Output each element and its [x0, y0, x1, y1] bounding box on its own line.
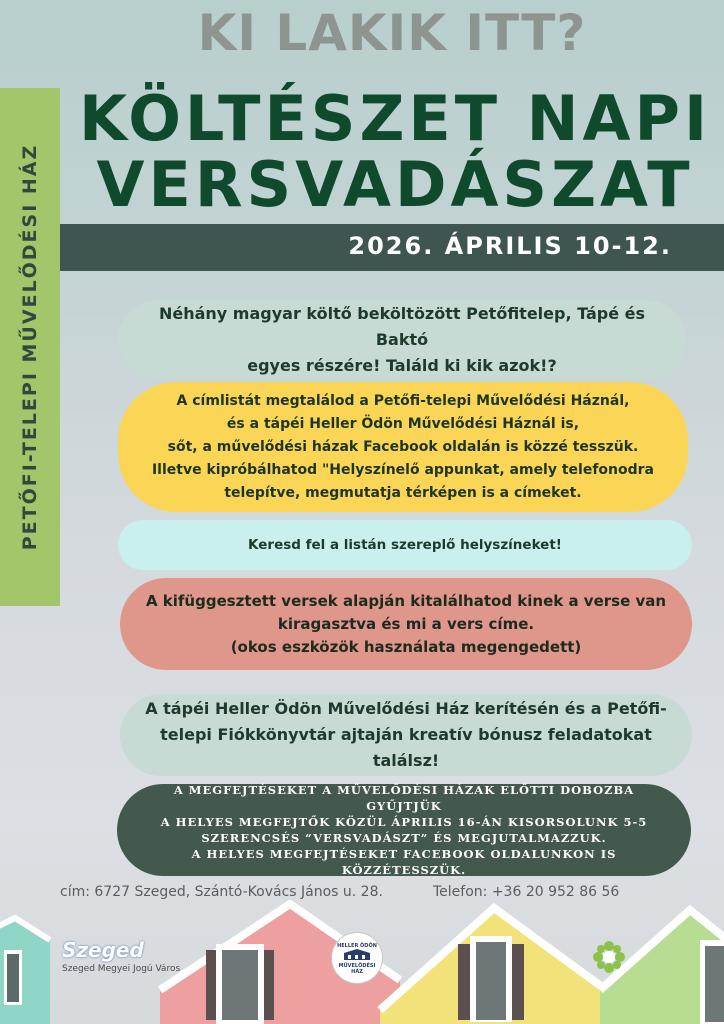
rules-line: A HELYES MEGFEJTŐK KÖZÜL ÁPRILIS 16-ÁN KISORSOLUNK 5-5 — [160, 815, 648, 829]
info-line: és a tápéi Heller Ödön Művelődési Háznál is, — [226, 415, 580, 432]
info-line: sőt, a művelődési házak Facebook oldalán is közzé tesszük. — [167, 438, 639, 455]
rules-line: A MEGFEJTÉSEKET A MŰVELŐDÉSI HÁZAK ELŐTTI DOBOZBA GYŰJTJÜK — [173, 783, 635, 813]
shutter — [458, 944, 470, 1020]
main-title-line-1: KÖLTÉSZET NAPI — [78, 82, 712, 155]
bonus-block — [120, 694, 692, 776]
info-line: A címlistát megtalálod a Petőfi-telepi Művelődési Háznál, — [176, 392, 630, 409]
guess-line: (okos eszközök használata megengedett) — [230, 637, 582, 656]
footer-address: cím: 6727 Szeged, Szántó-Kovács János u. 28. — [60, 884, 383, 900]
intro-line: egyes részére! Találd ki kik azok!? — [247, 356, 557, 375]
guess-line: kiragasztva és mi a vers címe. — [277, 614, 535, 633]
date-band — [60, 224, 724, 271]
side-organization-label: PETŐFI-TELEPI MŰVELŐDÉSI HÁZ — [19, 143, 41, 551]
guess-block — [120, 578, 692, 670]
szeged-logo — [62, 938, 180, 974]
window-pane — [476, 942, 506, 1020]
bonus-line: A tápéi Heller Ödön Művelődési Ház kerítésén és a Petőfi- — [145, 699, 667, 718]
main-title-line-2: VERSVADÁSZAT — [96, 148, 694, 221]
find-line: Keresd fel a listán szereplő helyszíneket! — [248, 537, 562, 553]
info-line: Illetve kipróbálhatod "Helyszínelő appunkat, amely telefonodra — [151, 461, 655, 478]
guess-line: A kifüggesztett versek alapján kitalálhatod kinek a verse van — [145, 591, 667, 610]
heller-logo — [331, 932, 383, 984]
rules-line: SZERENCSÉS “VERSVADÁSZT” ÉS MEGJUTALMAZZUK. — [201, 831, 607, 845]
szeged-logo-word: Szeged — [62, 938, 144, 962]
heller-logo-text: HELLER ÖDÖN MŰVELŐDÉSI HÁZ — [337, 943, 377, 975]
main-title — [66, 82, 724, 221]
flower-logo-icon — [592, 940, 626, 974]
window-pane — [705, 946, 724, 1022]
intro-block — [118, 300, 686, 380]
intro-line: Néhány magyar költő beköltözött Petőfitelep, Tápé és Baktó — [158, 304, 646, 349]
window-pane — [7, 954, 19, 1002]
shutter — [206, 950, 216, 1020]
info-line: telepítve, megmutatja térképen is a címeket. — [224, 484, 582, 501]
find-block — [118, 520, 692, 570]
heller-building-icon — [342, 949, 372, 961]
szeged-logo-subtitle: Szeged Megyei Jogú Város — [62, 964, 181, 974]
shutter — [512, 944, 524, 1020]
rules-line: A HELYES MEGFEJTÉSEKET FACEBOOK OLDALUNKON IS KÖZZÉTESSZÜK. — [191, 847, 617, 877]
info-block — [118, 382, 688, 512]
event-date: 2026. ÁPRILIS 10-12. — [348, 232, 672, 260]
shutter — [264, 950, 274, 1020]
window-pane — [222, 950, 258, 1020]
rules-block — [117, 784, 691, 876]
footer-phone: Telefon: +36 20 952 86 56 — [433, 884, 620, 900]
bonus-line: telepi Fiókkönyvtár ajtaján kreatív bónusz feladatokat találsz! — [160, 725, 652, 770]
sup-title: KI LAKIK ITT? — [197, 4, 587, 62]
